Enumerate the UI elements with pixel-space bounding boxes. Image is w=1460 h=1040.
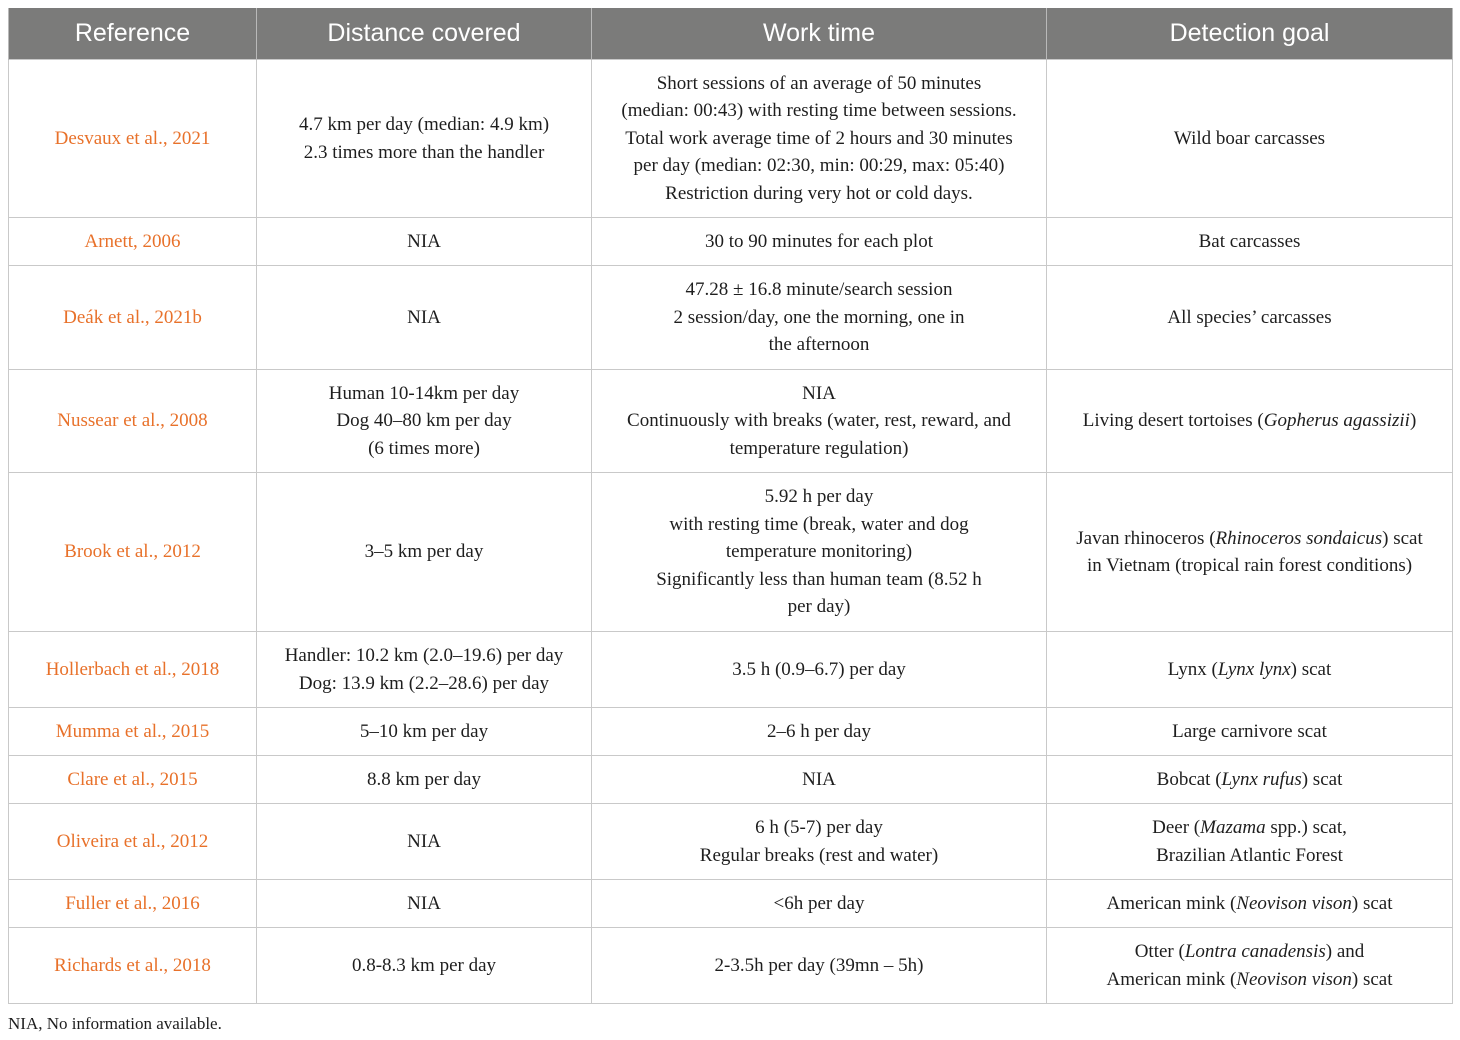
work-time-cell — [592, 804, 1047, 880]
work-time-cell — [592, 266, 1047, 370]
goal-text: spp.) scat, — [1265, 817, 1347, 838]
detection-goal-cell — [1047, 804, 1453, 880]
goal-text: Wild boar carcasses — [1173, 127, 1326, 149]
cell-line: Restriction during very hot or cold days. — [665, 182, 973, 204]
cell-line: the afternoon — [768, 334, 870, 356]
cell-line — [1053, 304, 1446, 332]
cell-line: <6h per day — [773, 892, 865, 914]
table-row — [9, 804, 1453, 880]
cell-line: Continuously with breaks (water, rest, reward, and — [627, 410, 1011, 432]
distance-cell — [257, 266, 592, 370]
cell-line — [1053, 718, 1446, 746]
goal-text: All species’ carcasses — [1167, 306, 1332, 328]
cell-line — [1053, 407, 1446, 435]
species-name: Neovison vison — [1236, 968, 1352, 990]
work-time-cell — [592, 632, 1047, 708]
cell-line: 5–10 km per day — [359, 720, 489, 742]
cell-line: 30 to 90 minutes for each plot — [705, 230, 933, 252]
work-time-cell — [592, 60, 1047, 218]
goal-text: ) scat — [1351, 968, 1393, 990]
cell-line — [1053, 228, 1446, 256]
cell-line: 2 session/day, one the morning, one in — [673, 306, 965, 328]
goal-text: American mink ( — [1106, 892, 1237, 914]
cell-line: 0.8-8.3 km per day — [351, 954, 497, 976]
cell-line — [1053, 525, 1446, 553]
footnote: NIA, No information available. — [8, 1014, 222, 1033]
goal-text: Otter ( — [1134, 941, 1185, 962]
cell-line: 6 h (5-7) per day — [755, 817, 883, 838]
work-time-cell — [592, 370, 1047, 473]
work-time-cell — [592, 928, 1047, 1004]
cell-line: NIA — [802, 382, 836, 404]
table-row — [9, 266, 1453, 370]
species-name: Mazama — [1200, 817, 1266, 838]
goal-text: ) scat — [1351, 892, 1393, 914]
distance-cell — [257, 473, 592, 632]
cell-line: per day) — [787, 596, 851, 618]
table-row — [9, 756, 1453, 804]
table-row — [9, 632, 1453, 708]
detection-goal-cell — [1047, 218, 1453, 266]
reference-link[interactable]: Oliveira et al., 2012 — [9, 804, 257, 880]
distance-cell — [257, 804, 592, 880]
goal-text: Lynx ( — [1167, 658, 1218, 680]
goal-text: Deer ( — [1152, 817, 1201, 838]
cell-line: (median: 00:43) with resting time between sessions. — [621, 100, 1017, 122]
detection-goal-cell — [1047, 928, 1453, 1004]
detection-goal-cell — [1047, 473, 1453, 632]
cell-line — [1053, 766, 1446, 794]
detection-goal-cell — [1047, 708, 1453, 756]
cell-line: 2.3 times more than the handler — [303, 141, 545, 163]
detection-goal-cell — [1047, 266, 1453, 370]
cell-line: NIA — [407, 230, 441, 252]
goal-text: Bat carcasses — [1198, 230, 1301, 252]
reference-link[interactable]: Clare et al., 2015 — [9, 756, 257, 804]
work-time-cell — [592, 756, 1047, 804]
detection-goal-cell — [1047, 632, 1453, 708]
goal-text: ) and — [1325, 941, 1365, 962]
goal-text: Bobcat ( — [1156, 768, 1222, 790]
header-work-time: Work time — [592, 8, 1047, 60]
species-name: Lynx lynx — [1217, 658, 1291, 680]
table-container — [8, 8, 1452, 1004]
cell-line: temperature regulation) — [729, 437, 909, 459]
header-reference: Reference — [9, 8, 257, 60]
cell-line: Dog: 13.9 km (2.2–28.6) per day — [298, 672, 550, 694]
cell-line: 2-3.5h per day (39mn – 5h) — [714, 954, 924, 976]
cell-line — [1053, 938, 1446, 966]
header-detection-goal: Detection goal — [1047, 8, 1453, 60]
goal-text: Javan rhinoceros ( — [1076, 527, 1216, 549]
cell-line: NIA — [407, 892, 441, 914]
detection-goal-cell — [1047, 60, 1453, 218]
reference-link[interactable]: Deák et al., 2021b — [9, 266, 257, 370]
distance-cell — [257, 60, 592, 218]
cell-line: 47.28 ± 16.8 minute/search session — [685, 279, 953, 301]
cell-line: 5.92 h per day — [764, 486, 874, 508]
cell-line: Short sessions of an average of 50 minutes — [656, 72, 982, 94]
cell-line: Handler: 10.2 km (2.0–19.6) per day — [284, 645, 564, 666]
distance-cell — [257, 756, 592, 804]
header-row — [9, 8, 1453, 60]
reference-link[interactable]: Fuller et al., 2016 — [9, 880, 257, 928]
cell-line — [1053, 890, 1446, 918]
cell-line: Significantly less than human team (8.52 h — [656, 568, 982, 590]
header-distance: Distance covered — [257, 8, 592, 60]
reference-link[interactable]: Richards et al., 2018 — [9, 928, 257, 1004]
goal-text: ) scat — [1290, 658, 1332, 680]
goal-text: American mink ( — [1106, 968, 1237, 990]
cell-line: Human 10-14km per day — [328, 382, 520, 404]
goal-text: Living desert tortoises ( — [1082, 410, 1264, 432]
cell-line: 2–6 h per day — [767, 720, 871, 742]
goal-text: Large carnivore scat — [1172, 720, 1327, 742]
species-name: Lynx rufus — [1221, 768, 1302, 790]
reference-link[interactable]: Mumma et al., 2015 — [9, 708, 257, 756]
cell-line — [1053, 966, 1446, 994]
table-row — [9, 928, 1453, 1004]
distance-cell — [257, 928, 592, 1004]
cell-line: Dog 40–80 km per day — [336, 410, 512, 432]
table-row — [9, 880, 1453, 928]
cell-line: NIA — [802, 768, 836, 790]
cell-line — [1053, 842, 1446, 870]
goal-text: ) scat — [1301, 768, 1343, 790]
cell-line — [1053, 552, 1446, 580]
reference-link[interactable]: Arnett, 2006 — [9, 218, 257, 266]
species-name: Gopherus agassizii — [1263, 410, 1410, 432]
reference-link[interactable]: Desvaux et al., 2021 — [9, 60, 257, 218]
work-time-cell — [592, 473, 1047, 632]
work-time-cell — [592, 880, 1047, 928]
cell-line — [1053, 656, 1446, 684]
work-time-cell — [592, 218, 1047, 266]
cell-line: per day (median: 02:30, min: 00:29, max: 05:40) — [633, 155, 1005, 177]
cell-line: 3.5 h (0.9–6.7) per day — [732, 658, 906, 680]
species-name: Neovison vison — [1236, 892, 1352, 914]
cell-line: with resting time (break, water and dog — [669, 513, 969, 535]
cell-line — [1053, 125, 1446, 153]
cell-line: 4.7 km per day (median: 4.9 km) — [298, 114, 550, 135]
table-row — [9, 218, 1453, 266]
cell-line: Regular breaks (rest and water) — [699, 844, 939, 866]
table-row — [9, 60, 1453, 218]
distance-cell — [257, 632, 592, 708]
distance-cell — [257, 370, 592, 473]
goal-text: in Vietnam (tropical rain forest conditions) — [1086, 555, 1413, 576]
reference-link[interactable]: Hollerbach et al., 2018 — [9, 632, 257, 708]
detection-goal-cell — [1047, 370, 1453, 473]
table-row — [9, 708, 1453, 756]
cell-line: 8.8 km per day — [367, 768, 481, 790]
cell-line: Total work average time of 2 hours and 30 minutes — [625, 127, 1013, 149]
cell-line: temperature monitoring) — [725, 541, 913, 563]
table-row — [9, 370, 1453, 473]
goal-text: ) — [1409, 410, 1417, 432]
species-name: Lontra canadensis — [1184, 941, 1326, 962]
work-time-cell — [592, 708, 1047, 756]
cell-line: (6 times more) — [368, 437, 480, 459]
data-table — [8, 8, 1453, 1004]
goal-text: ) scat — [1382, 527, 1423, 549]
distance-cell — [257, 708, 592, 756]
cell-line: NIA — [407, 306, 441, 328]
distance-cell — [257, 218, 592, 266]
cell-line: 3–5 km per day — [364, 541, 484, 563]
distance-cell — [257, 880, 592, 928]
detection-goal-cell — [1047, 756, 1453, 804]
reference-link[interactable]: Nussear et al., 2008 — [9, 370, 257, 473]
detection-goal-cell — [1047, 880, 1453, 928]
goal-text: Brazilian Atlantic Forest — [1156, 844, 1343, 866]
cell-line — [1053, 814, 1446, 842]
reference-link[interactable]: Brook et al., 2012 — [9, 473, 257, 632]
species-name: Rhinoceros sondaicus — [1215, 527, 1383, 549]
table-row — [9, 473, 1453, 632]
cell-line: NIA — [407, 830, 441, 852]
